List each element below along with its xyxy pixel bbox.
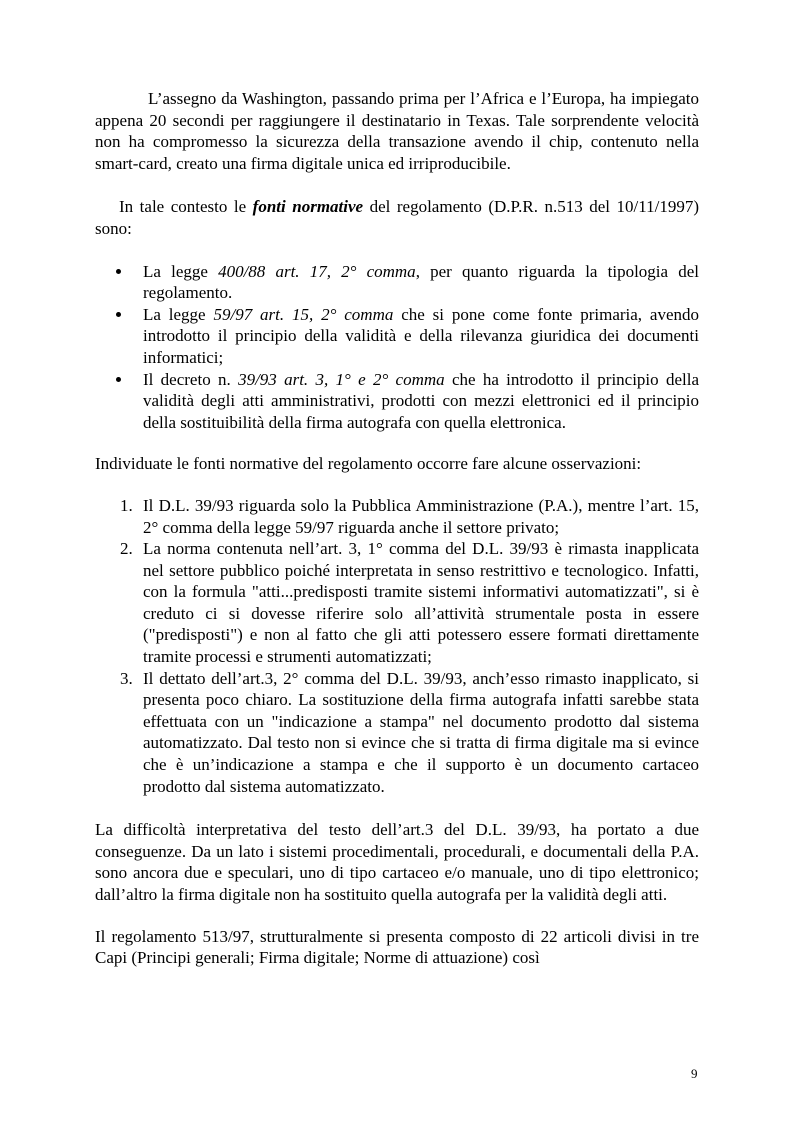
list-item-text: La norma contenuta nell’art. 3, 1° comma del D.L. 39/93 è rimasta inapplicata nel settore pubblico poiché interpretata in senso restrittivo e tecnologico. Infatti, con la formula "atti...predisposti tramite sistemi informativi automatizzati", si è creduto ci si dovesse riferire solo all’attività strumentale posta in essere ("predisposti") e non al fatto che gli atti potessero essere formati direttamente tramite processi e strumenti automatizzati; [143,539,699,667]
bullet-text-end: , per quanto riguarda la tipologia del regolamento. [143,261,699,303]
bullet-law-reference: 59/97 art. 15, 2° comma [213,304,394,324]
list-item [143,369,699,434]
list-item-text: Il dettato dell’art.3, 2° comma del D.L. 39/93, anch’esso rimasto inapplicato, si presenta poco chiaro. La sostituzione della firma autografa infatti sarebbe stata effettuata con un "indicazione a stampa" nel documento prodotto dal sistema automatizzato. Dal testo non si evince che si tratta di firma digitale ma si evince che è un’indicazione a stampa e che il supporto è un documento cartaceo prodotto dal sistema automatizzato. [143,668,699,796]
list-item [120,668,699,798]
bullet-dot-icon [116,377,121,382]
bullet-text-start: La legge [143,261,219,281]
emphasis-fonti-normative: fonti normative [252,197,364,217]
page-number: 9 [691,1066,698,1081]
list-item [120,538,699,668]
list-number: 1. [120,495,133,515]
bullet-text-start: La legge [143,304,214,324]
paragraph-fonti-text-end: del regolamento (D.P.R. n.513 del 10/11/1997) sono: [95,197,699,238]
bullet-text-end: che si pone come fonte primaria, avendo introdotto il principio della validità e della rilevanza giuridica dei documenti informatici; [143,304,699,367]
sources-bullet-list [95,261,699,434]
paragraph-washington-check: L’assegno da Washington, passando prima per l’Africa e l’Europa, ha impiegato appena 20 secondi per raggiungere il destinatario in Texas. Tale sorprendente velocità non ha compromesso la sicurezza della transazione avendo il chip, contenuto nella smart-card, creato una firma digitale unica ed irriproducibile. [95,89,699,173]
observations-numbered-list [95,495,699,797]
list-number: 2. [120,539,133,559]
list-item [143,261,699,304]
paragraph-interpretive-difficulty: La difficoltà interpretativa del testo dell’art.3 del D.L. 39/93, ha portato a due conseguenze. Da un lato i sistemi procedimentali, procedurali, e documentali della P.A. sono ancora due e speculari, uno di tipo cartaceo e/o manuale, uno di tipo elettronico; dall’altro la firma digitale non ha sostituito quella autografa per la validità degli atti. [95,820,699,904]
list-number: 3. [120,668,133,688]
bullet-dot-icon [116,269,121,274]
list-item [120,495,699,538]
list-item [143,304,699,369]
bullet-text-end: che ha introdotto il principio della validità degli atti amministrativi, prodotti con mezzi elettronici ed il principio della sostituibilità della firma autografa con quella elettronica. [143,369,699,432]
paragraph-observations-intro: Individuate le fonti normative del regolamento occorre fare alcune osservazioni: [95,454,642,474]
bullet-law-reference: 400/88 art. 17, 2° comma [218,261,416,281]
paragraph-fonti-text-start: In tale contesto le [119,197,253,217]
document-page [95,88,699,969]
list-item-text: Il D.L. 39/93 riguarda solo la Pubblica Amministrazione (P.A.), mentre l’art. 15, 2° comma della legge 59/97 riguarda anche il settore privato; [143,495,699,537]
paragraph-regulation-structure: Il regolamento 513/97, strutturalmente si presenta composto di 22 articoli divisi in tre Capi (Principi generali; Firma digitale; Norme di attuazione) così [95,926,699,968]
bullet-text-start: Il decreto n. [143,369,239,389]
bullet-dot-icon [116,312,121,317]
bullet-law-reference: 39/93 art. 3, 1° e 2° comma [238,369,445,389]
paragraph-fonti-normative [95,196,699,239]
